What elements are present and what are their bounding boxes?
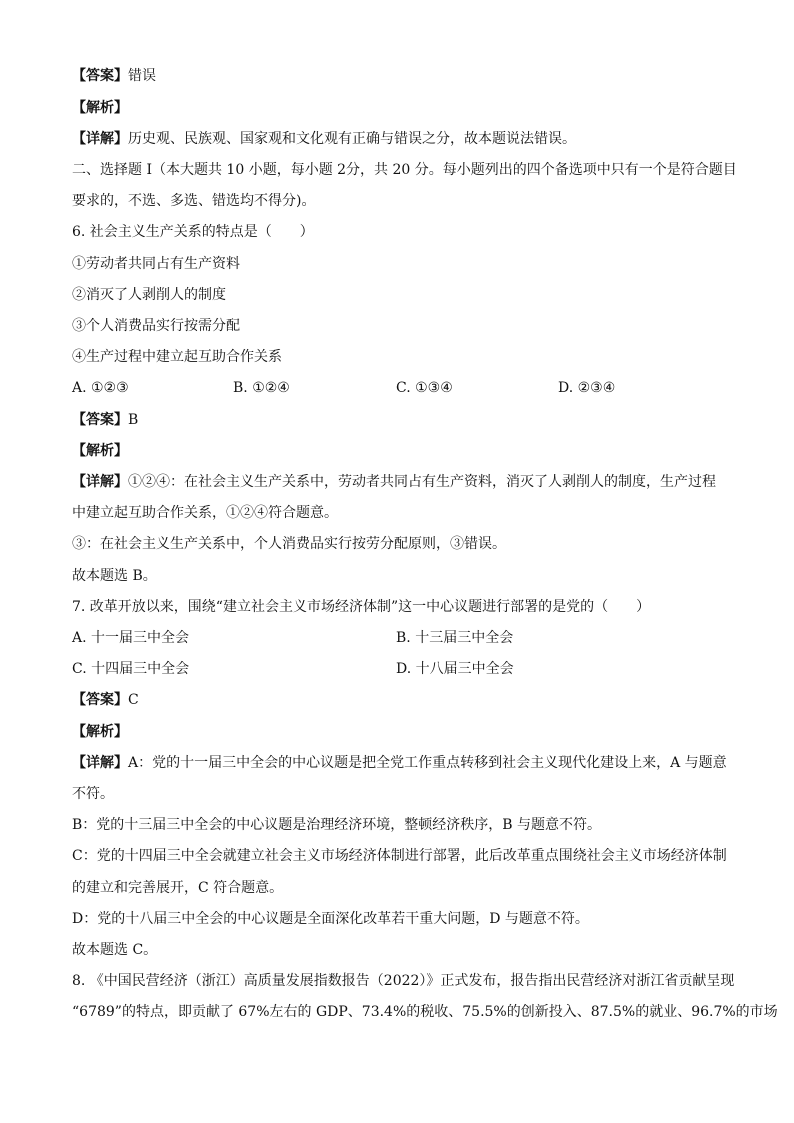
q7-answer-line [72, 690, 732, 710]
q7-conclusion: 故本题选 C。 [72, 942, 158, 958]
q8-stem-line2: “6789”的特点，即贡献了 67%左右的 GDP、73.4%的税收、75.5%的创新投入、87.5%的就业、96.7%的市场 [72, 1004, 778, 1020]
answer-value: 错误 [128, 68, 156, 84]
q7-detail-line3: B：党的十三届三中全会的中心议题是治理经济环境，整顿经济秩序，B 与题意不符。 [72, 817, 602, 833]
q7-analysis-label: 【解析】 [72, 724, 128, 740]
section-instruction-line1: 二、选择题 I（本大题共 10 小题，每小题 2分，共 20 分。每小题列出的四个备选项中只有一个是符合题目 [72, 162, 737, 178]
answer-value: B [128, 412, 139, 428]
q7-detail-line5: 的建立和完善展开，C 符合题意。 [72, 880, 284, 896]
detail-tag: 【详解】 [72, 755, 128, 771]
q5-detail-line [72, 129, 732, 149]
q6-option-b: B. ①②④ [233, 380, 290, 396]
q5-answer-line [72, 66, 732, 86]
q5-analysis-label: 【解析】 [72, 100, 128, 116]
q7-option-c: C. 十四届三中全会 [72, 661, 190, 677]
q6-answer-line [72, 410, 732, 430]
q6-item-2: ②消灭了人剥削人的制度 [72, 287, 226, 303]
detail-tag: 【详解】 [72, 131, 128, 147]
answer-tag: 【答案】 [72, 68, 128, 84]
q6-detail-line2: 中建立起互助合作关系，①②④符合题意。 [72, 505, 338, 521]
q6-detail-line1 [72, 472, 732, 492]
q8-stem-line1: 8. 《中国民营经济（浙江）高质量发展指数报告（2022）》正式发布，报告指出民营经济对浙江省贡献呈现 [72, 973, 735, 989]
q6-item-4: ④生产过程中建立起互助合作关系 [72, 349, 282, 365]
q7-stem: 7. 改革开放以来，围绕“建立社会主义市场经济体制”这一中心议题进行部署的是党的（ ） [72, 599, 651, 615]
q6-option-d: D. ②③④ [558, 380, 616, 396]
q6-item-3: ③个人消费品实行按需分配 [72, 318, 240, 334]
detail-text: ①②④：在社会主义生产关系中，劳动者共同占有生产资料，消灭了人剥削人的制度，生产过程 [128, 474, 716, 490]
q6-detail-line3: ③：在社会主义生产关系中，个人消费品实行按劳分配原则，③错误。 [72, 536, 506, 552]
q7-option-d: D. 十八届三中全会 [396, 661, 514, 677]
q6-analysis-label: 【解析】 [72, 443, 128, 459]
q7-detail-line4: C：党的十四届三中全会就建立社会主义市场经济体制进行部署，此后改革重点围绕社会主义市场经济体制 [72, 848, 727, 864]
detail-tag: 【详解】 [72, 474, 128, 490]
q6-conclusion: 故本题选 B。 [72, 568, 157, 584]
q7-detail-line1 [72, 753, 732, 773]
q7-detail-line6: D：党的十八届三中全会的中心议题是全面深化改革若干重大问题，D 与题意不符。 [72, 911, 589, 927]
q6-stem: 6. 社会主义生产关系的特点是（ ） [72, 224, 314, 240]
answer-value: C [128, 692, 139, 708]
q7-detail-line2: 不符。 [72, 786, 114, 802]
q6-option-a: A. ①②③ [72, 380, 129, 396]
answer-tag: 【答案】 [72, 692, 128, 708]
q6-option-c: C. ①③④ [396, 380, 453, 396]
q6-item-1: ①劳动者共同占有生产资料 [72, 256, 240, 272]
detail-text: 历史观、民族观、国家观和文化观有正确与错误之分，故本题说法错误。 [128, 131, 576, 147]
q7-option-b: B. 十三届三中全会 [396, 630, 514, 646]
detail-text: A：党的十一届三中全会的中心议题是把全党工作重点转移到社会主义现代化建设上来，A 与题意 [128, 755, 727, 771]
section-instruction-line2: 要求的，不选、多选、错选均不得分)。 [72, 193, 316, 209]
answer-tag: 【答案】 [72, 412, 128, 428]
q7-option-a: A. 十一届三中全会 [72, 630, 190, 646]
